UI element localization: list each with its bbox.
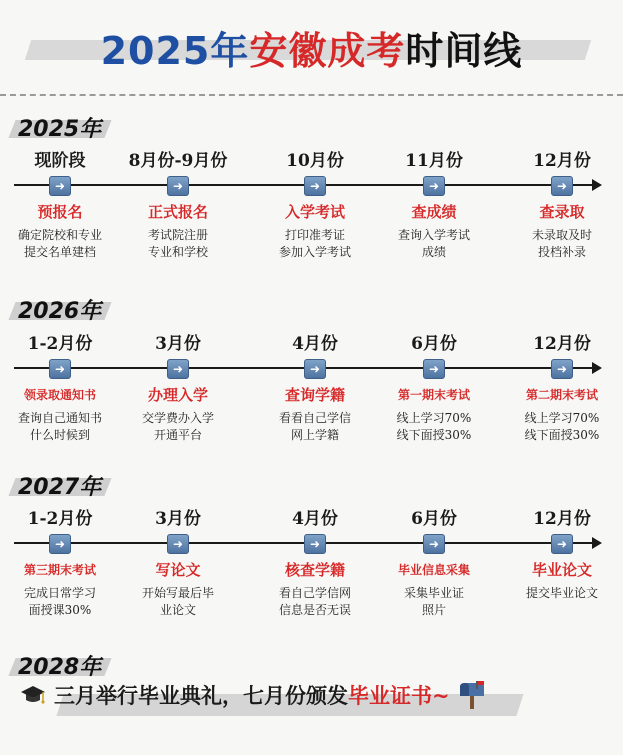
title-divider [0,94,623,96]
year-tag [12,296,112,322]
year-tag-2028 [12,652,112,678]
node-description: 交学费办入学 开通平台 [141,411,214,442]
year-label: 2025年 [18,117,102,142]
timeline-node [255,333,375,444]
arrow-right-icon [49,534,71,554]
arrow-right-icon [49,176,71,196]
node-period: 现阶段 [34,151,86,171]
year-tag [12,114,112,140]
node-description: 提交毕业论文 [525,586,598,600]
mailbox-icon [456,681,488,709]
timeline-node [502,333,622,444]
node-stage: 办理入学 [147,386,208,404]
year-label: 2027年 [18,475,102,500]
arrow-right-icon [423,176,445,196]
node-stage: 毕业论文 [531,561,592,579]
timeline-node [118,150,238,261]
node-period: 4月份 [292,334,338,354]
title-highlight: 安徽成考 [249,28,406,73]
node-period: 12月份 [533,334,591,354]
year-tag [12,472,112,498]
node-stage: 写论文 [155,561,201,579]
arrow-right-icon [304,534,326,554]
node-description: 采集毕业证 照片 [403,586,464,617]
year-label: 2026年 [18,299,102,324]
timeline-node [502,150,622,261]
node-description: 未录取及时 投档补录 [531,228,592,259]
arrow-right-icon [551,534,573,554]
timeline-node [502,508,622,602]
node-period: 3月份 [155,334,201,354]
timeline-node [118,508,238,619]
timeline-node [0,150,120,261]
node-stage: 入学考试 [284,203,345,221]
timeline-node [374,333,494,444]
node-period: 6月份 [411,334,457,354]
node-description: 打印准考证 参加入学考试 [278,228,351,259]
timeline-node [374,150,494,261]
node-description: 线上学习70% 线下面授30% [524,411,600,442]
timeline-node [0,333,120,444]
node-stage: 预报名 [37,203,83,221]
node-period: 12月份 [533,509,591,529]
page-title [101,20,523,75]
node-stage: 领录取通知书 [23,388,96,402]
node-description: 开始写最后毕 业论文 [141,586,214,617]
arrow-right-icon [167,359,189,379]
arrow-right-icon [423,534,445,554]
node-period: 3月份 [155,509,201,529]
node-period: 12月份 [533,151,591,171]
arrow-right-icon [551,359,573,379]
node-stage: 第一期末考试 [397,388,470,402]
arrow-right-icon [551,176,573,196]
timeline-node [374,508,494,619]
node-description: 考试院注册 专业和学校 [147,228,208,259]
node-period: 6月份 [411,509,457,529]
node-stage: 查询学籍 [284,386,345,404]
node-description: 确定院校和专业 提交名单建档 [17,228,102,259]
node-period: 1-2月份 [27,334,93,354]
node-description: 线上学习70% 线下面授30% [396,411,472,442]
node-stage: 核查学籍 [284,561,345,579]
arrow-right-icon [423,359,445,379]
node-stage: 查成绩 [411,203,457,221]
timeline-node [255,150,375,261]
node-stage: 查录取 [539,203,585,221]
node-period: 11月份 [405,151,463,171]
header [0,22,623,72]
arrow-right-icon [304,176,326,196]
timeline-node [0,508,120,619]
node-description: 查询自己通知书 什么时候到 [17,411,102,442]
node-period: 4月份 [292,509,338,529]
node-period: 1-2月份 [27,509,93,529]
arrow-right-icon [49,359,71,379]
graduation-note [20,680,610,720]
certificate-highlight: 毕业证书~ [348,683,450,708]
node-stage: 正式报名 [147,203,208,221]
arrow-right-icon [304,359,326,379]
node-period: 8月份-9月份 [128,151,228,171]
arrow-right-icon [167,534,189,554]
timeline-node [255,508,375,619]
node-description: 完成日常学习 面授课30% [23,586,96,617]
node-stage: 第二期末考试 [525,388,598,402]
graduation-text: 三月举行毕业典礼，七月份颁发 [54,683,348,708]
node-period: 10月份 [286,151,344,171]
arrow-right-icon [167,176,189,196]
node-description: 看自己学信网 信息是否无误 [278,586,351,617]
node-description: 查询入学考试 成绩 [397,228,470,259]
graduation-cap-icon [20,683,46,707]
node-description: 看看自己学信 网上学籍 [278,411,351,442]
node-stage: 第三期末考试 [23,563,96,577]
node-stage: 毕业信息采集 [397,563,470,577]
timeline-node [118,333,238,444]
year-label: 2028年 [18,655,102,680]
title-rest: 时间线 [405,28,523,73]
title-year: 2025年 [100,28,250,73]
